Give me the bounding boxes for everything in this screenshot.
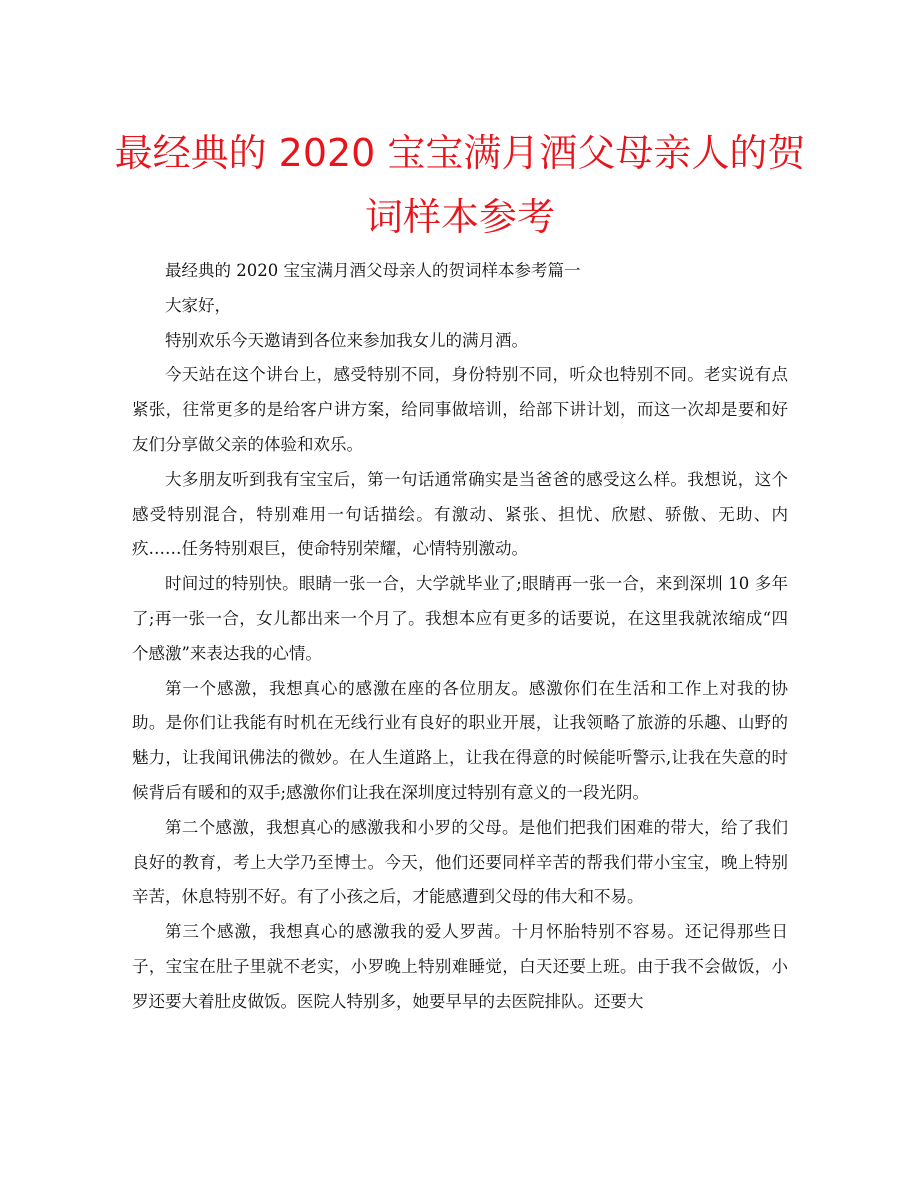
document-title-line-1: 最经典的 2020 宝宝满月酒父母亲人的贺 (114, 131, 806, 175)
body-paragraph: 今天站在这个讲台上，感受特别不同，身份特别不同，听众也特别不同。老实说有点紧张，往常更多的是给客户讲方案，给同事做培训，给部下讲计划，而这一次却是要和好友们分享做父亲的体验和欢乐。 (132, 365, 788, 454)
body-paragraph: 第三个感激，我想真心的感激我的爱人罗茜。十月怀胎特别不容易。还记得那些日子，宝宝在肚子里就不老实，小罗晚上特别难睡觉，白天还要上班。由于我不会做饭，小罗还要大着肚皮做饭。医院人特别多，她要早早的去医院排队。还要大 (132, 922, 788, 1011)
body-paragraph: 大多朋友听到我有宝宝后，第一句话通常确实是当爸爸的感受这么样。我想说，这个感受特别混合，特别难用一句话描绘。有激动、紧张、担忧、欣慰、骄傲、无助、内疚……任务特别艰巨，使命特别荣耀，心情特别激动。 (132, 469, 788, 559)
subtitle-paragraph: 最经典的 2020 宝宝满月酒父母亲人的贺词样本参考篇一 (165, 261, 581, 280)
document-body (132, 254, 788, 1020)
document-title-line-2: 词样本参考 (364, 195, 555, 239)
body-paragraph: 时间过的特别快。眼睛一张一合，大学就毕业了;眼睛再一张一合，来到深圳 10 多年了;再一张一合，女儿都出来一个月了。我想本应有更多的话要说，在这里我就浓缩成“四个感激”来表达我的心情。 (132, 574, 788, 663)
greeting-paragraph: 大家好， (165, 295, 231, 315)
body-paragraph: 特别欢乐今天邀请到各位来参加我女儿的满月酒。 (165, 330, 528, 350)
body-paragraph: 第一个感激，我想真心的感激在座的各位朋友。感激你们在生活和工作上对我的协助。是你们让我能有时机在无线行业有良好的职业开展，让我领略了旅游的乐趣、山野的魅力，让我闻讯佛法的微妙。在人生道路上，让我在得意的时候能听警示,让我在失意的时候背后有暖和的双手;感激你们让我在深圳度过特别有意义的一段光阴。 (132, 678, 788, 802)
body-paragraph: 第二个感激，我想真心的感激我和小罗的父母。是他们把我们困难的带大，给了我们良好的教育，考上大学乃至博士。今天，他们还要同样辛苦的帮我们带小宝宝，晚上特别辛苦，休息特别不好。有了小孩之后，才能感遭到父母的伟大和不易。 (132, 817, 788, 907)
